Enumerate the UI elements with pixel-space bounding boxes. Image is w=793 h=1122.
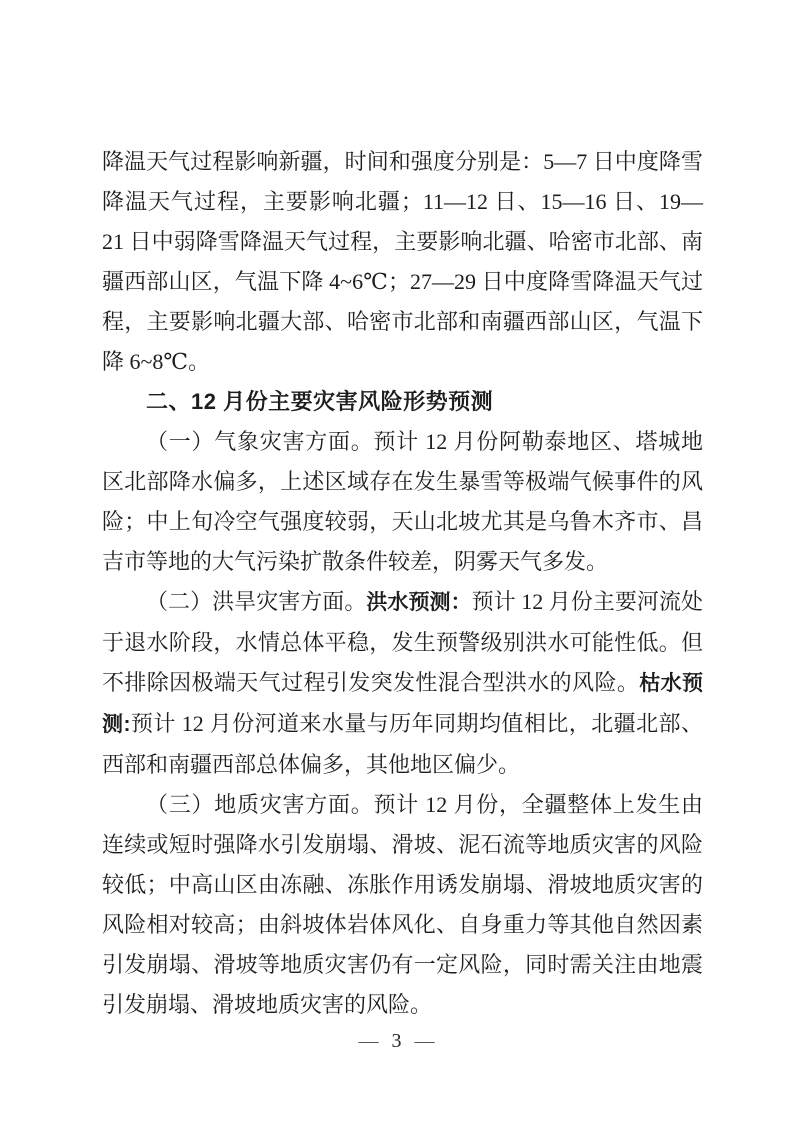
page-number-left-dash: — — [358, 1030, 379, 1052]
paragraph-text-meteorological: 预计 12 月份阿勒泰地区、塔城地区北部降水偏多，上述区域存在发生暴雪等极端气候事件的风险；中上旬冷空气强度较弱，天山北坡尤其是乌鲁木齐市、昌吉市等地的大气污染扩散条件较差，阴雾天气多发。 — [102, 429, 703, 574]
page-number: 3 — [391, 1030, 402, 1052]
paragraph-flood-drought-disaster — [102, 582, 703, 785]
paragraph-meteorological-disaster — [102, 422, 703, 582]
paragraph-lead-flood-drought: （二）洪旱灾害方面。 — [146, 589, 367, 614]
page-number-right-dash: — — [414, 1030, 435, 1052]
paragraph-snow-cooling-continuation: 降温天气过程影响新疆，时间和强度分别是：5—7 日中度降雪降温天气过程，主要影响北疆；11—12 日、15—16 日、19—21 日中弱降雪降温天气过程，主要影响北疆、哈密市北部、南疆西部山区，气温下降 4~6℃；27—29 日中度降雪降温天气过程，主要影响北疆大部、哈密市北部和南疆西部山区，气温下降 6~8℃。 — [102, 149, 703, 374]
paragraph-text-dry-season-forecast: 预计 12 月份河道来水量与历年同期均值相比，北疆北部、西部和南疆西部总体偏多，其他地区偏少。 — [102, 711, 703, 777]
document-body — [102, 142, 703, 1025]
paragraph-lead-geological: （三）地质灾害方面。 — [146, 792, 374, 817]
paragraph-text-geological: 预计 12 月份，全疆整体上发生由连续或短时强降水引发崩塌、滑坡、泥石流等地质灾害的风险较低；中高山区由冻融、冻胀作用诱发崩塌、滑坡地质灾害的风险相对较高；由斜坡体岩体风化、自身重力等其他自然因素引发崩塌、滑坡等地质灾害仍有一定风险，同时需关注由地震引发崩塌、滑坡地质灾害的风险。 — [102, 792, 703, 1017]
paragraph-text-flood-forecast: 预计 12 月份主要河流处于退水阶段，水情总体平稳，发生预警级别洪水可能性低。但不排除因极端天气过程引发突发性混合型洪水的风险。 — [102, 589, 703, 695]
label-flood-forecast: 洪水预测： — [366, 591, 472, 614]
section-heading-december-risk-forecast: 二、12 月份主要灾害风险形势预测 — [146, 389, 494, 414]
paragraph-geological-disaster — [102, 785, 703, 1025]
label-dry-season-forecast: 枯水预测: — [102, 672, 703, 736]
page-footer — [0, 1026, 793, 1056]
paragraph-lead-meteorological: （一）气象灾害方面。 — [146, 429, 374, 454]
